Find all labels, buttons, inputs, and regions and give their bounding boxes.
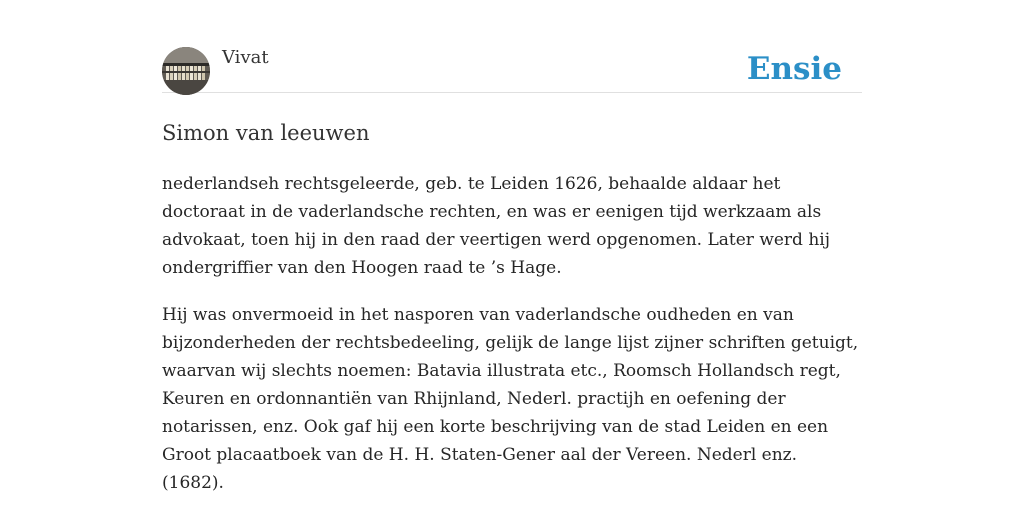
source-avatar[interactable] <box>162 47 210 95</box>
brand-logo[interactable]: Ensie <box>746 51 842 87</box>
entry-card <box>162 0 862 512</box>
entry-paragraph: nederlandseh rechtsgeleerde, geb. te Leiden 1626, behaalde aldaar het doctoraat in de vaderlandsche rechten, en was er eenigen tijd werkzaam als advokaat, toen hij in den raad der veertigen werd opgenomen. Later werd hij ondergriffier van den Hoogen raad te ’s Hage. <box>162 174 830 278</box>
book-spines-icon <box>162 47 210 95</box>
entry-title: Simon van leeuwen <box>162 121 370 145</box>
source-name[interactable]: Vivat <box>222 47 269 68</box>
entry-header <box>162 0 862 93</box>
entry-paragraph: Hij was onvermoeid in het nasporen van vaderlandsche oudheden en van bijzonderheden der rechtsbedeeling, gelijk de lange lijst zijner schriften getuigt, waarvan wij slechts noemen: Batavia illustrata etc., Roomsch Hollandsch regt, Keuren en ordonnantiën van Rhijnland, Nederl. practijh en oefening der notarissen, enz. Ook gaf hij een korte beschrijving van de stad Leiden en een Groot placaatboek van de H. H. Staten-Gener aal der Vereen. Nederl enz. (1682). <box>162 305 859 493</box>
entry-body <box>162 170 862 497</box>
